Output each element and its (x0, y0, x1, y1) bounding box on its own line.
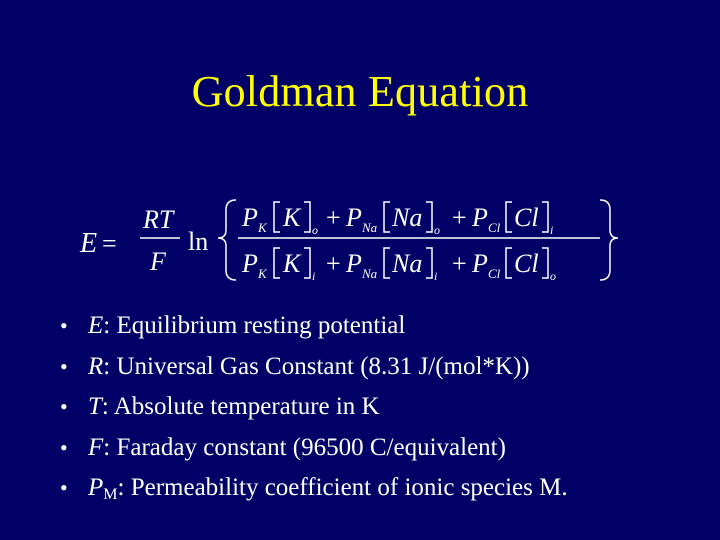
p-cl-subscript: Cl (488, 220, 501, 235)
equation-svg (80, 192, 640, 292)
bullet-icon: • (60, 394, 68, 419)
symbol: P (88, 474, 104, 501)
goldman-equation (80, 192, 640, 292)
bracket-open (274, 202, 280, 232)
numerator-term-k (241, 202, 318, 237)
numerator-term-na (345, 202, 440, 237)
left-brace (218, 200, 236, 280)
p-cl-symbol: P (472, 249, 488, 278)
definition-text: : Universal Gas Constant (8.31 J/(mol*K)) (103, 352, 530, 380)
symbol: T (88, 393, 102, 420)
definition-text: : Permeability coefficient of ionic species M. (117, 474, 568, 501)
definition-text: : Faraday constant (96500 C/equivalent) (103, 433, 506, 461)
denominator-term-cl (471, 248, 556, 283)
plus-sign: + (326, 249, 341, 278)
definition-text: : Absolute temperature in K (101, 393, 380, 420)
bullet-icon: • (60, 313, 68, 338)
plus-sign: + (452, 203, 467, 232)
list-item (60, 472, 700, 513)
denominator-term-k (241, 248, 315, 283)
list-item (60, 391, 700, 432)
side-subscript: o (312, 223, 318, 237)
p-cl-subscript: Cl (488, 266, 501, 281)
symbol-subscript: M (103, 486, 118, 503)
symbol: E (88, 312, 104, 339)
bullet-icon: • (60, 475, 68, 500)
list-item (60, 432, 700, 473)
symbol: F (88, 433, 104, 461)
bullet-icon: • (60, 353, 68, 379)
p-na-symbol: P (346, 203, 362, 232)
bracket-close (304, 248, 310, 278)
ln-operator: ln (188, 227, 209, 256)
numerator-term-cl (471, 202, 553, 237)
equation-lhs: E (80, 228, 98, 259)
p-na-subscript: Na (362, 220, 378, 235)
list-item (60, 351, 700, 392)
bracket-close (304, 202, 310, 232)
definition-list (60, 310, 700, 513)
right-brace (600, 200, 618, 280)
side-subscript: i (434, 269, 438, 283)
p-k-symbol: P (242, 203, 258, 232)
bracket-open (506, 202, 512, 232)
definition-text: : Equilibrium resting potential (103, 312, 406, 339)
ion-k: K (283, 203, 301, 232)
bracket-open (274, 248, 280, 278)
bracket-open (384, 248, 390, 278)
bullet-icon: • (60, 434, 68, 460)
side-subscript: o (434, 223, 440, 237)
p-na-symbol: P (346, 249, 362, 278)
prefactor-denominator: F (150, 247, 166, 276)
ion-cl: Cl (514, 203, 539, 232)
prefactor-numerator: RT (143, 205, 174, 234)
denominator-term-na (345, 248, 437, 283)
bracket-close (426, 202, 432, 232)
ion-na: Na (392, 249, 423, 278)
slide-title: Goldman Equation (191, 67, 529, 116)
ion-k: K (283, 249, 301, 278)
symbol: R (88, 352, 104, 380)
side-subscript: i (550, 223, 554, 237)
bracket-close (426, 248, 432, 278)
p-k-subscript: K (258, 266, 267, 281)
p-na-subscript: Na (362, 266, 378, 281)
bracket-open (384, 202, 390, 232)
plus-sign: + (452, 249, 467, 278)
bracket-close (542, 202, 548, 232)
ion-cl: Cl (514, 249, 539, 278)
equation-equals: = (102, 229, 117, 258)
p-k-symbol: P (242, 249, 258, 278)
bracket-close (542, 248, 548, 278)
plus-sign: + (326, 203, 341, 232)
bracket-open (506, 248, 512, 278)
side-subscript: o (550, 269, 556, 283)
ion-na: Na (392, 203, 423, 232)
side-subscript: i (312, 269, 316, 283)
p-cl-symbol: P (472, 203, 488, 232)
list-item (60, 310, 700, 351)
p-k-subscript: K (258, 220, 267, 235)
